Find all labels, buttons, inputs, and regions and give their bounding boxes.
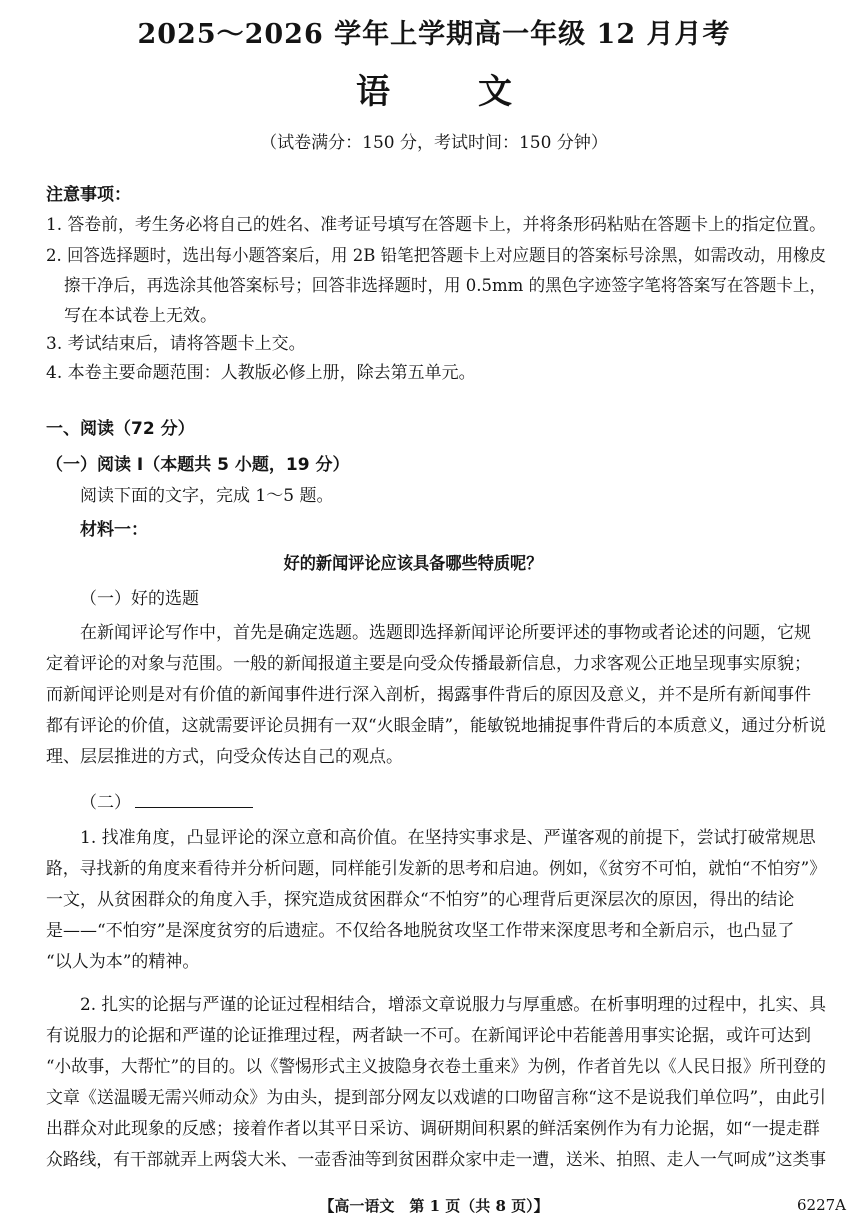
para-2-line-5: “以人为本”的精神。 bbox=[46, 952, 200, 972]
notice-heading: 注意事项： bbox=[46, 185, 131, 205]
para-1-line-4: 都有评论的价值，这就需要评论员拥有一双“火眼金睛”，能敏锐地捕捉事件背后的本质意义，通过分析说 bbox=[46, 716, 826, 736]
article-title: 好的新闻评论应该具备哪些特质呢？ bbox=[283, 554, 543, 574]
para-2-line-3: 一文，从贫困群众的角度入手，探究造成贫困群众“不怕穷”的心理背后更深层次的原因，得出的结论 bbox=[46, 890, 795, 910]
notice-item-3: 3. 考试结束后，请将答题卡上交。 bbox=[46, 334, 306, 354]
page-footer: 【高一语文 第 1 页（共 8 页）】 bbox=[319, 1197, 549, 1215]
para-2-line-2: 路，寻找新的角度来看待并分析问题，同样能引发新的思考和启迪。例如，《贫穷不可怕，就怕“不怕穷”》 bbox=[46, 859, 826, 879]
para-3-line-2: 有说服力的论据和严谨的论证推理过程，两者缺一不可。在新闻评论中若能善用事实论据，或许可达到 bbox=[46, 1026, 811, 1046]
subject-title bbox=[0, 64, 868, 113]
subject-char-1: 语 bbox=[356, 72, 390, 112]
para-3-line-1: 2. 扎实的论据与严谨的论证过程相结合，增添文章说服力与厚重感。在析事明理的过程中，扎实、具 bbox=[80, 995, 827, 1015]
subhead-good-topic: （一）好的选题 bbox=[80, 589, 199, 609]
exam-meta: （试卷满分：150 分，考试时间：150 分钟） bbox=[260, 133, 608, 153]
para-3-line-5: 出群众对此现象的反感；接着作者以其平日采访、调研期间积累的鲜活案例作为有力论据，如“一提走群 bbox=[46, 1119, 820, 1139]
subject-char-2: 文 bbox=[478, 72, 512, 112]
notice-item-2-cont: 擦干净后，再选涂其他答案标号；回答非选择题时，用 0.5mm 的黑色字迹签字笔将答案写在答题卡上， bbox=[64, 276, 826, 296]
para-1-line-2: 定着评论的对象与范围。一般的新闻报道主要是向受众传播最新信息，力求客观公正地呈现事实原貌； bbox=[46, 654, 811, 674]
notice-item-4: 4. 本卷主要命题范围：人教版必修上册，除去第五单元。 bbox=[46, 363, 476, 383]
notice-item-2: 2. 回答选择题时，选出每小题答案后，用 2B 铅笔把答题卡上对应题目的答案标号涂黑，如需改动，用橡皮 bbox=[46, 246, 827, 266]
part-heading: 一、阅读（72 分） bbox=[46, 419, 195, 439]
subhead-2-label: （二） bbox=[80, 793, 131, 813]
material-label: 材料一： bbox=[80, 520, 148, 540]
para-3-line-3: “小故事，大帮忙”的目的。以《警惕形式主义披隐身衣卷土重来》为例，作者首先以《人民日报》所刊登的 bbox=[46, 1057, 826, 1077]
notice-item-2-end: 写在本试卷上无效。 bbox=[64, 306, 217, 326]
sub-heading: （一）阅读 Ⅰ（本题共 5 小题，19 分） bbox=[46, 455, 350, 475]
instruction: 阅读下面的文字，完成 1～5 题。 bbox=[80, 486, 334, 506]
para-2-line-1: 1. 找准角度，凸显评论的深立意和高价值。在坚持实事求是、严谨客观的前提下，尝试打破常规思 bbox=[80, 828, 816, 848]
para-1-line-3: 而新闻评论则是对有价值的新闻事件进行深入剖析，揭露事件背后的原因及意义，并不是所有新闻事件 bbox=[46, 685, 811, 705]
para-1-line-1: 在新闻评论写作中，首先是确定选题。选题即选择新闻评论所要评述的事物或者论述的问题，它规 bbox=[80, 623, 811, 643]
answer-blank[interactable] bbox=[135, 789, 253, 808]
subhead-blank bbox=[80, 789, 253, 817]
paper-code: 6227A bbox=[796, 1196, 846, 1214]
notice-item-1: 1. 答卷前，考生务必将自己的姓名、准考证号填写在答题卡上，并将条形码粘贴在答题卡上的指定位置。 bbox=[46, 215, 827, 235]
para-3-line-6: 众路线，有干部就弄上两袋大米、一壶香油等到贫困群众家中走一遭，送米、拍照、走人一气呵成”这类事 bbox=[46, 1150, 827, 1170]
para-1-line-5: 理、层层推进的方式，向受众传达自己的观点。 bbox=[46, 747, 403, 767]
para-2-line-4: 是——“不怕穷”是深度贫穷的后遗症。不仅给各地脱贫攻坚工作带来深度思考和全新启示，也凸显了 bbox=[46, 921, 795, 941]
exam-title: 2025～2026 学年上学期高一年级 12 月月考 bbox=[137, 19, 731, 50]
para-3-line-4: 文章《送温暖无需兴师动众》为由头，提到部分网友以戏谑的口吻留言称“这不是说我们单位吗”，由此引 bbox=[46, 1088, 826, 1108]
